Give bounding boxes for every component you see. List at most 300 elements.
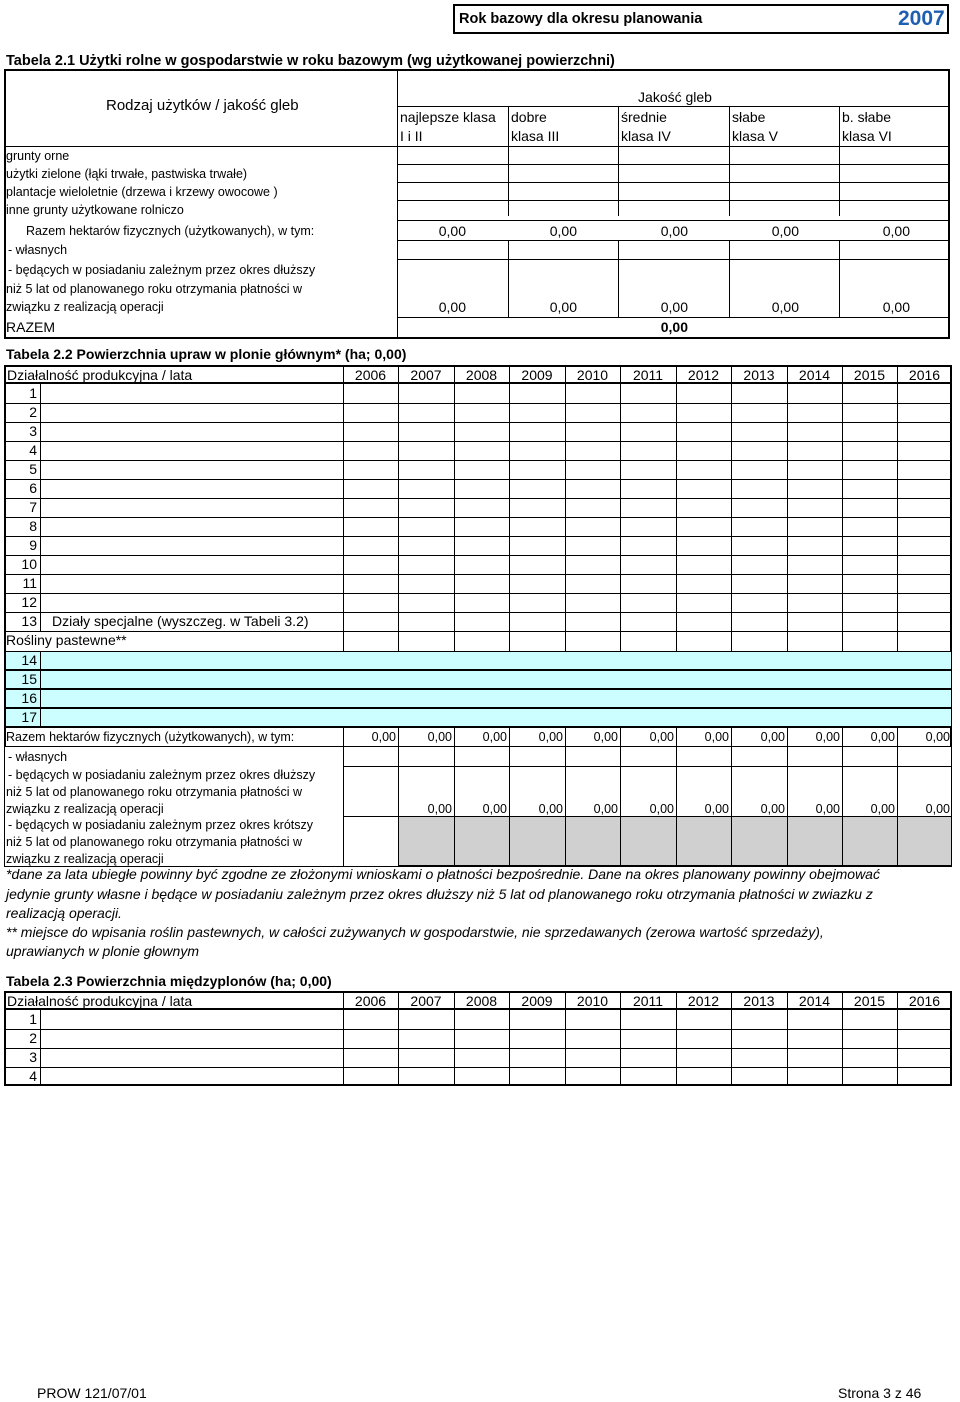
table2-pastwiska-input-row[interactable] [40, 708, 952, 727]
grid-line [565, 574, 566, 593]
table2-year-2013: 2013 [743, 367, 775, 383]
grid-line [565, 517, 566, 536]
grid-line [565, 422, 566, 441]
table2-year-2009: 2009 [521, 367, 553, 383]
grid-line [676, 555, 677, 574]
table2-dluzszy-line2: niż 5 lat od planowanego roku otrzymania płatności w [6, 785, 303, 799]
table2-krotszy-input-row[interactable] [398, 816, 952, 866]
grid-line [676, 498, 677, 517]
grid-line [620, 593, 621, 612]
table1-col-4-line1: słabe [732, 109, 766, 125]
grid-line [454, 403, 455, 422]
grid-line [620, 498, 621, 517]
grid-line [731, 555, 732, 574]
table3-year-2013: 2013 [743, 993, 775, 1009]
grid-line [509, 555, 510, 574]
grid-line [731, 517, 732, 536]
table2-pastwiska-input-row[interactable] [40, 689, 952, 708]
grid-line [620, 403, 621, 422]
table1-caption: Tabela 2.1 Użytki rolne w gospodarstwie w roku bazowym (wg użytkowanej powierzchni) [6, 53, 615, 69]
grid-line [676, 1010, 677, 1029]
table2-year-2016: 2016 [908, 367, 941, 383]
grid-line [343, 1048, 344, 1067]
grid-line [897, 479, 898, 498]
grid-line [454, 536, 455, 555]
grid-line [565, 460, 566, 479]
table2-row-number: 11 [22, 575, 37, 591]
table1-bedacych-value-5: 0,00 [882, 299, 910, 315]
table3-year-2014: 2014 [798, 993, 831, 1009]
table3-year-2016: 2016 [908, 993, 941, 1009]
table2-year-2011: 2011 [632, 367, 664, 383]
grid-line [787, 384, 788, 403]
table2-row-number: 6 [29, 480, 37, 496]
grid-line [620, 460, 621, 479]
grid-line [343, 441, 344, 460]
table1-razem-label: Razem hektarów fizycznych (użytkowanych), w tym: [26, 224, 315, 238]
table2-dluzszy-value: 0,00 [538, 802, 563, 816]
table3-year-2010: 2010 [576, 993, 609, 1009]
grid-line [509, 403, 510, 422]
grid-line [40, 498, 41, 517]
grid-line [565, 1010, 566, 1029]
grid-line [454, 1067, 455, 1086]
grid-line [343, 612, 344, 631]
notes-line2: jedynie grunty własne i będące w posiadaniu zależnym przez okres dłuższy niż 5 lat od planowanego roku otrzymania płatności w zwiazku z [6, 886, 873, 902]
table2-row-number: 12 [21, 594, 37, 610]
table2-razem-value: 0,00 [760, 730, 785, 744]
grid-line [40, 479, 41, 498]
table2-row-number: 5 [29, 461, 37, 477]
grid-line [4, 593, 952, 594]
table1-col-1-line2: I i II [400, 128, 423, 144]
grid-line [731, 441, 732, 460]
table2-header-label: Działalność produkcyjna / lata [7, 367, 193, 383]
grid-line [731, 747, 732, 766]
grid-line [454, 422, 455, 441]
grid-line [4, 1048, 952, 1049]
table2-row-number: 9 [29, 537, 37, 553]
table3-row-number: 4 [29, 1068, 37, 1084]
grid-line [509, 631, 510, 651]
grid-line [676, 612, 677, 631]
grid-line [40, 384, 41, 403]
table3-year-2008: 2008 [465, 993, 498, 1009]
notes-line3: realizacją operacji. [6, 905, 122, 921]
grid-line [951, 816, 952, 866]
grid-line [398, 479, 399, 498]
table1-razem-value-1: 0,00 [438, 223, 466, 239]
grid-line [454, 555, 455, 574]
table2-razem-value: 0,00 [538, 730, 563, 744]
grid-line [787, 422, 788, 441]
notes-line4: ** miejsce do wpisania roślin pastewnych, w całości zużywanych w gospodarstwie, nie sprzedawanych (zerowa wartość sprzedaży), [6, 924, 824, 940]
table1-col-5-line1: b. słabe [842, 109, 892, 125]
grid-line [620, 536, 621, 555]
table1-col-3-line1: średnie [621, 109, 667, 125]
grid-line [40, 403, 41, 422]
grid-line [398, 517, 399, 536]
grid-line [398, 747, 399, 766]
table3-year-2009: 2009 [521, 993, 553, 1009]
table1-bedacych-value-4: 0,00 [771, 299, 799, 315]
table2-year-2012: 2012 [687, 367, 720, 383]
grid-line [731, 460, 732, 479]
grid-line [620, 479, 621, 498]
table2-krotszy-line3: związku z realizacją operacji [6, 852, 164, 866]
table2-row-number: 4 [29, 442, 37, 458]
grid-line [4, 460, 952, 461]
grid-line [842, 747, 843, 766]
grid-line [398, 536, 399, 555]
grid-line [620, 612, 621, 631]
table1-row-bedacych-line2: niż 5 lat od planowanego roku otrzymania płatności w [6, 282, 303, 296]
grid-line [620, 441, 621, 460]
grid-line [676, 1029, 677, 1048]
grid-line [509, 747, 510, 766]
grid-line [842, 384, 843, 403]
grid-line [509, 1067, 510, 1086]
grid-line [343, 631, 344, 651]
grid-line [343, 555, 344, 574]
table2-dluzszy-value: 0,00 [870, 802, 895, 816]
table2-year-2010: 2010 [576, 367, 609, 383]
grid-line [40, 593, 41, 612]
table2-year-2007: 2007 [410, 367, 442, 383]
grid-line [454, 517, 455, 536]
grid-line [509, 498, 510, 517]
grid-line [565, 612, 566, 631]
grid-line [897, 1048, 898, 1067]
grid-line [509, 612, 510, 631]
header-year: 2007 [898, 7, 945, 30]
grid-line [398, 422, 399, 441]
grid-line [509, 384, 510, 403]
table2-pastwiska-input-row[interactable] [40, 651, 952, 670]
grid-line [620, 816, 621, 866]
grid-line [40, 517, 41, 536]
table2-pastwiska-label: Rośliny pastewne** [6, 632, 127, 648]
grid-line [4, 574, 952, 575]
table2-pastwiska-number: 17 [21, 709, 37, 725]
table2-razem-label: Razem hektarów fizycznych (użytkowanych), w tym: [6, 730, 295, 744]
grid-line [620, 1048, 621, 1067]
grid-line [731, 384, 732, 403]
grid-line [620, 1029, 621, 1048]
grid-line [842, 574, 843, 593]
table3-row-number: 2 [29, 1030, 37, 1046]
grid-line [4, 517, 952, 518]
table3-year-2012: 2012 [687, 993, 720, 1009]
table2-dluzszy-value: 0,00 [593, 802, 618, 816]
table2-row-number: 3 [29, 423, 37, 439]
grid-line [787, 441, 788, 460]
grid-line [897, 460, 898, 479]
table2-dluzszy-value: 0,00 [760, 802, 785, 816]
grid-line [4, 498, 952, 499]
grid-line [343, 593, 344, 612]
table3-caption: Tabela 2.3 Powierzchnia międzyplonów (ha; 0,00) [6, 973, 332, 989]
table2-dluzszy-value: 0,00 [815, 802, 840, 816]
footer-form-code: PROW 121/07/01 [37, 1385, 147, 1401]
table1-col-4-line2: klasa V [732, 128, 778, 144]
grid-line [787, 593, 788, 612]
grid-line [565, 1029, 566, 1048]
grid-line [398, 1029, 399, 1048]
grid-line [897, 422, 898, 441]
table2-razem-value: 0,00 [870, 730, 895, 744]
grid-line [343, 517, 344, 536]
grid-line [676, 816, 677, 866]
table2-row-number: 13 [21, 613, 37, 629]
grid-line [40, 441, 41, 460]
table1-col-2-line1: dobre [511, 109, 547, 125]
table2-pastwiska-number: 14 [21, 652, 37, 668]
grid-line [398, 631, 399, 651]
grid-line [787, 403, 788, 422]
grid-line [565, 536, 566, 555]
table3-year-2006: 2006 [354, 993, 387, 1009]
grid-line [842, 555, 843, 574]
grid-line [509, 574, 510, 593]
grid-line [398, 555, 399, 574]
grid-line [897, 612, 898, 631]
grid-line [343, 422, 344, 441]
table1-bedacych-value-3: 0,00 [660, 299, 688, 315]
grid-line [454, 1010, 455, 1029]
grid-line [842, 441, 843, 460]
grid-line [676, 574, 677, 593]
grid-line [842, 517, 843, 536]
grid-line [676, 631, 677, 651]
table1-total-label: RAZEM [6, 319, 55, 335]
grid-line [343, 1010, 344, 1029]
grid-line [509, 441, 510, 460]
grid-line [454, 1029, 455, 1048]
table1-row-bedacych-line1: - będących w posiadaniu zależnym przez okres dłuższy [8, 263, 316, 277]
grid-line [565, 555, 566, 574]
grid-line [40, 1010, 41, 1029]
grid-line [787, 460, 788, 479]
table2-pastwiska-input-row[interactable] [40, 670, 952, 689]
grid-line [731, 816, 732, 866]
grid-line [951, 766, 952, 816]
grid-line [454, 612, 455, 631]
grid-line [343, 766, 952, 767]
table2-krotszy-line2: niż 5 lat od planowanego roku otrzymania płatności w [6, 835, 303, 849]
grid-line [4, 1029, 952, 1030]
grid-line [454, 498, 455, 517]
table3-row-number: 1 [29, 1011, 37, 1027]
table2-year-2006: 2006 [354, 367, 387, 383]
table2-razem-value: 0,00 [815, 730, 840, 744]
grid-line [343, 574, 344, 593]
grid-line [40, 555, 41, 574]
grid-line [40, 1067, 41, 1086]
grid-line [565, 816, 566, 866]
grid-line [842, 479, 843, 498]
grid-line [620, 747, 621, 766]
grid-line [676, 593, 677, 612]
grid-line [4, 747, 5, 866]
grid-line [343, 766, 344, 816]
grid-line [951, 631, 952, 651]
grid-line [343, 1029, 344, 1048]
grid-line [343, 403, 344, 422]
grid-line [842, 612, 843, 631]
table2-razem-value: 0,00 [925, 730, 950, 744]
grid-line [398, 1010, 399, 1029]
table3-row-number: 3 [29, 1049, 37, 1065]
grid-line [4, 479, 952, 480]
grid-line [454, 479, 455, 498]
grid-line [509, 422, 510, 441]
grid-line [897, 536, 898, 555]
grid-line [787, 1067, 788, 1086]
grid-line [343, 384, 344, 403]
grid-line [40, 422, 41, 441]
table2-row-number: 10 [21, 556, 37, 572]
grid-line [565, 441, 566, 460]
table2-razem-value: 0,00 [482, 730, 507, 744]
grid-line [40, 460, 41, 479]
footer-page-number: Strona 3 z 46 [838, 1385, 922, 1401]
grid-line [343, 1067, 344, 1086]
grid-line [343, 460, 344, 479]
grid-line [676, 460, 677, 479]
grid-line [4, 631, 952, 632]
notes-line1: *dane za lata ubiegłe powinny być zgodne ze złożonymi wnioskami o płatności bezpośrednie. Dane na okres planowany powinny obejmować [6, 866, 880, 882]
grid-line [897, 1029, 898, 1048]
grid-line [398, 816, 399, 866]
grid-line [343, 747, 344, 766]
grid-line [842, 1067, 843, 1086]
grid-line [731, 479, 732, 498]
grid-line [620, 631, 621, 651]
grid-line [731, 574, 732, 593]
table1-row-bedacych-line3: związku z realizacją operacji [6, 300, 164, 314]
grid-line [565, 479, 566, 498]
table1-bedacych-value-2: 0,00 [549, 299, 577, 315]
grid-line [787, 1029, 788, 1048]
grid-line [787, 631, 788, 651]
grid-line [676, 479, 677, 498]
grid-line [787, 536, 788, 555]
table1-bedacych-value-1: 0,00 [438, 299, 466, 315]
grid-line [787, 1048, 788, 1067]
grid-line [454, 441, 455, 460]
grid-line [676, 422, 677, 441]
grid-line [620, 1010, 621, 1029]
table2-year-2008: 2008 [465, 367, 498, 383]
grid-line [620, 517, 621, 536]
grid-line [4, 422, 952, 423]
grid-line [731, 422, 732, 441]
grid-line [620, 574, 621, 593]
header-title: Rok bazowy dla okresu planowania [459, 11, 703, 27]
grid-line [4, 441, 952, 442]
notes-line5: uprawianych w plonie głownym [6, 943, 199, 959]
grid-line [731, 1067, 732, 1086]
table2-dluzszy-value: 0,00 [925, 802, 950, 816]
grid-line [731, 403, 732, 422]
table1-razem-value-4: 0,00 [771, 223, 799, 239]
grid-line [40, 536, 41, 555]
grid-line [787, 747, 788, 766]
table3-year-2015: 2015 [853, 993, 886, 1009]
grid-line [565, 498, 566, 517]
table2-wlasnych-label: - własnych [8, 750, 68, 764]
grid-line [620, 555, 621, 574]
grid-line [40, 574, 41, 593]
grid-line [509, 536, 510, 555]
table1-row-wlasnych: - własnych [8, 243, 68, 257]
grid-line [897, 403, 898, 422]
grid-line [676, 747, 677, 766]
grid-line [842, 460, 843, 479]
table1-row-uzytki: użytki zielone (łąki trwałe, pastwiska trwałe) [6, 167, 248, 181]
grid-line [620, 422, 621, 441]
grid-line [842, 631, 843, 651]
table2-razem-value: 0,00 [704, 730, 729, 744]
table2-razem-value: 0,00 [427, 730, 452, 744]
grid-line [40, 1029, 41, 1048]
table1-col-1-line1: najlepsze klasa [400, 109, 496, 125]
grid-line [731, 631, 732, 651]
table1-col-5-line2: klasa VI [842, 128, 892, 144]
table2-pastwiska-number: 15 [21, 671, 37, 687]
grid-line [676, 384, 677, 403]
grid-line [398, 1067, 399, 1086]
grid-line [787, 498, 788, 517]
table1-row-inne: inne grunty użytkowane rolniczo [6, 203, 184, 217]
grid-line [454, 1048, 455, 1067]
grid-line [454, 747, 455, 766]
grid-line [731, 536, 732, 555]
grid-line [565, 631, 566, 651]
grid-line [454, 631, 455, 651]
table2-year-2014: 2014 [798, 367, 831, 383]
grid-line [787, 574, 788, 593]
table2-razem-value: 0,00 [593, 730, 618, 744]
table1-row-header: Rodzaj użytków / jakość gleb [106, 97, 299, 114]
grid-line [897, 593, 898, 612]
grid-line [509, 460, 510, 479]
table2-dluzszy-value: 0,00 [427, 802, 452, 816]
grid-line [509, 1010, 510, 1029]
grid-line [787, 1010, 788, 1029]
grid-line [509, 1048, 510, 1067]
grid-line [398, 441, 399, 460]
table2-dluzszy-line1: - będących w posiadaniu zależnym przez okres dłuższy [8, 768, 316, 782]
grid-line [565, 1067, 566, 1086]
grid-line [454, 574, 455, 593]
table1-row-grunty: grunty orne [6, 149, 70, 163]
grid-line [620, 1067, 621, 1086]
table3-year-2007: 2007 [410, 993, 442, 1009]
grid-line [40, 612, 41, 631]
grid-line [842, 498, 843, 517]
grid-line [897, 384, 898, 403]
table2-row13-label: Działy specjalne (wyszczeg. w Tabeli 3.2) [52, 613, 309, 629]
grid-line [787, 816, 788, 866]
grid-line [731, 612, 732, 631]
grid-line [731, 498, 732, 517]
grid-line [951, 747, 952, 766]
grid-line [343, 479, 344, 498]
grid-line [842, 1048, 843, 1067]
grid-line [4, 555, 952, 556]
